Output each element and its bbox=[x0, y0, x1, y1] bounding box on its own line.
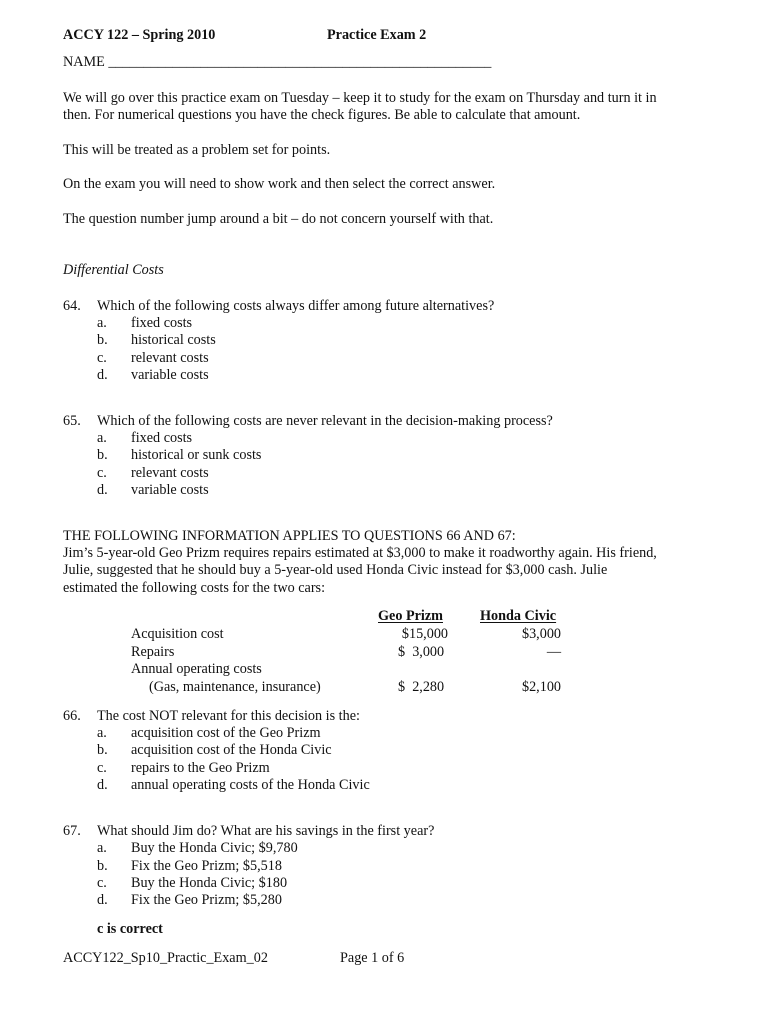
option-text: Fix the Geo Prizm; $5,280 bbox=[131, 892, 282, 908]
cell-honda-operating: $2,100 bbox=[521, 679, 561, 695]
option-text: variable costs bbox=[131, 482, 209, 498]
option-text: relevant costs bbox=[131, 465, 209, 481]
answer-note: c is correct bbox=[97, 921, 163, 937]
intro-para3: On the exam you will need to show work and then select the correct answer. bbox=[63, 176, 496, 192]
row-label-repairs: Repairs bbox=[131, 644, 175, 660]
option-text: relevant costs bbox=[131, 350, 209, 366]
option-letter: b. bbox=[97, 332, 108, 348]
cell-honda-acquisition: $3,000 bbox=[521, 626, 561, 642]
question-text: What should Jim do? What are his savings in the first year? bbox=[97, 823, 435, 839]
question-number: 66. bbox=[63, 708, 81, 724]
option-letter: c. bbox=[97, 465, 107, 481]
name-label: NAME bbox=[63, 54, 105, 70]
option-letter: a. bbox=[97, 315, 107, 331]
option-letter: d. bbox=[97, 892, 108, 908]
col-header-geo-prizm: Geo Prizm bbox=[378, 608, 443, 624]
name-field[interactable] bbox=[63, 54, 491, 71]
option-text: Buy the Honda Civic; $180 bbox=[131, 875, 288, 891]
question-number: 64. bbox=[63, 298, 81, 314]
option-text: acquisition cost of the Geo Prizm bbox=[131, 725, 321, 741]
option-text: Fix the Geo Prizm; $5,518 bbox=[131, 858, 282, 874]
question-text: Which of the following costs always differ among future alternatives? bbox=[97, 298, 495, 314]
intro-para4: The question number jump around a bit – do not concern yourself with that. bbox=[63, 211, 494, 227]
option-letter: c. bbox=[97, 350, 107, 366]
option-letter: a. bbox=[97, 725, 107, 741]
footer-page-number: Page 1 of 6 bbox=[340, 950, 405, 966]
option-letter: d. bbox=[97, 777, 108, 793]
option-text: annual operating costs of the Honda Civic bbox=[131, 777, 370, 793]
cell-geo-acquisition: $15,000 bbox=[401, 626, 448, 642]
footer-filename: ACCY122_Sp10_Practic_Exam_02 bbox=[63, 950, 268, 966]
option-text: acquisition cost of the Honda Civic bbox=[131, 742, 332, 758]
course-title: ACCY 122 – Spring 2010 bbox=[63, 27, 216, 43]
option-letter: d. bbox=[97, 482, 108, 498]
question-number: 67. bbox=[63, 823, 81, 839]
name-blank: ______________________________________________________ bbox=[108, 54, 492, 70]
intro-para1-line2: then. For numerical questions you have the check figures. Be able to calculate that amount. bbox=[63, 107, 581, 123]
option-text: variable costs bbox=[131, 367, 209, 383]
option-letter: c. bbox=[97, 875, 107, 891]
cell-honda-repairs: — bbox=[546, 644, 561, 660]
option-letter: d. bbox=[97, 367, 108, 383]
row-label-acquisition: Acquisition cost bbox=[131, 626, 224, 642]
option-letter: c. bbox=[97, 760, 107, 776]
row-label-operating-detail: (Gas, maintenance, insurance) bbox=[149, 679, 321, 695]
exam-title: Practice Exam 2 bbox=[327, 27, 427, 43]
option-letter: b. bbox=[97, 742, 108, 758]
option-text: fixed costs bbox=[131, 315, 193, 331]
option-text: historical costs bbox=[131, 332, 216, 348]
question-number: 65. bbox=[63, 413, 81, 429]
col-header-honda-civic: Honda Civic bbox=[480, 608, 557, 624]
option-text: Buy the Honda Civic; $9,780 bbox=[131, 840, 298, 856]
option-text: historical or sunk costs bbox=[131, 447, 262, 463]
section-title: Differential Costs bbox=[63, 262, 164, 278]
cell-geo-repairs: $ 3,000 bbox=[398, 644, 445, 660]
question-text: The cost NOT relevant for this decision is the: bbox=[97, 708, 360, 724]
option-text: fixed costs bbox=[131, 430, 193, 446]
option-letter: b. bbox=[97, 858, 108, 874]
intro-para2: This will be treated as a problem set for points. bbox=[63, 142, 331, 158]
info-line1: Jim’s 5-year-old Geo Prizm requires repairs estimated at $3,000 to make it roadworthy again. His friend, bbox=[63, 545, 657, 561]
info-heading: THE FOLLOWING INFORMATION APPLIES TO QUESTIONS 66 AND 67: bbox=[63, 528, 516, 544]
option-letter: a. bbox=[97, 430, 107, 446]
option-letter: a. bbox=[97, 840, 107, 856]
info-line2: Julie, suggested that he should buy a 5-year-old used Honda Civic instead for $3,000 cash. Julie bbox=[63, 562, 608, 578]
option-letter: b. bbox=[97, 447, 108, 463]
question-text: Which of the following costs are never relevant in the decision-making process? bbox=[97, 413, 553, 429]
row-label-operating: Annual operating costs bbox=[131, 661, 262, 677]
info-line3: estimated the following costs for the two cars: bbox=[63, 580, 326, 596]
cell-geo-operating: $ 2,280 bbox=[398, 679, 445, 695]
intro-para1-line1: We will go over this practice exam on Tuesday – keep it to study for the exam on Thursday and turn it in bbox=[63, 90, 657, 106]
option-text: repairs to the Geo Prizm bbox=[131, 760, 270, 776]
